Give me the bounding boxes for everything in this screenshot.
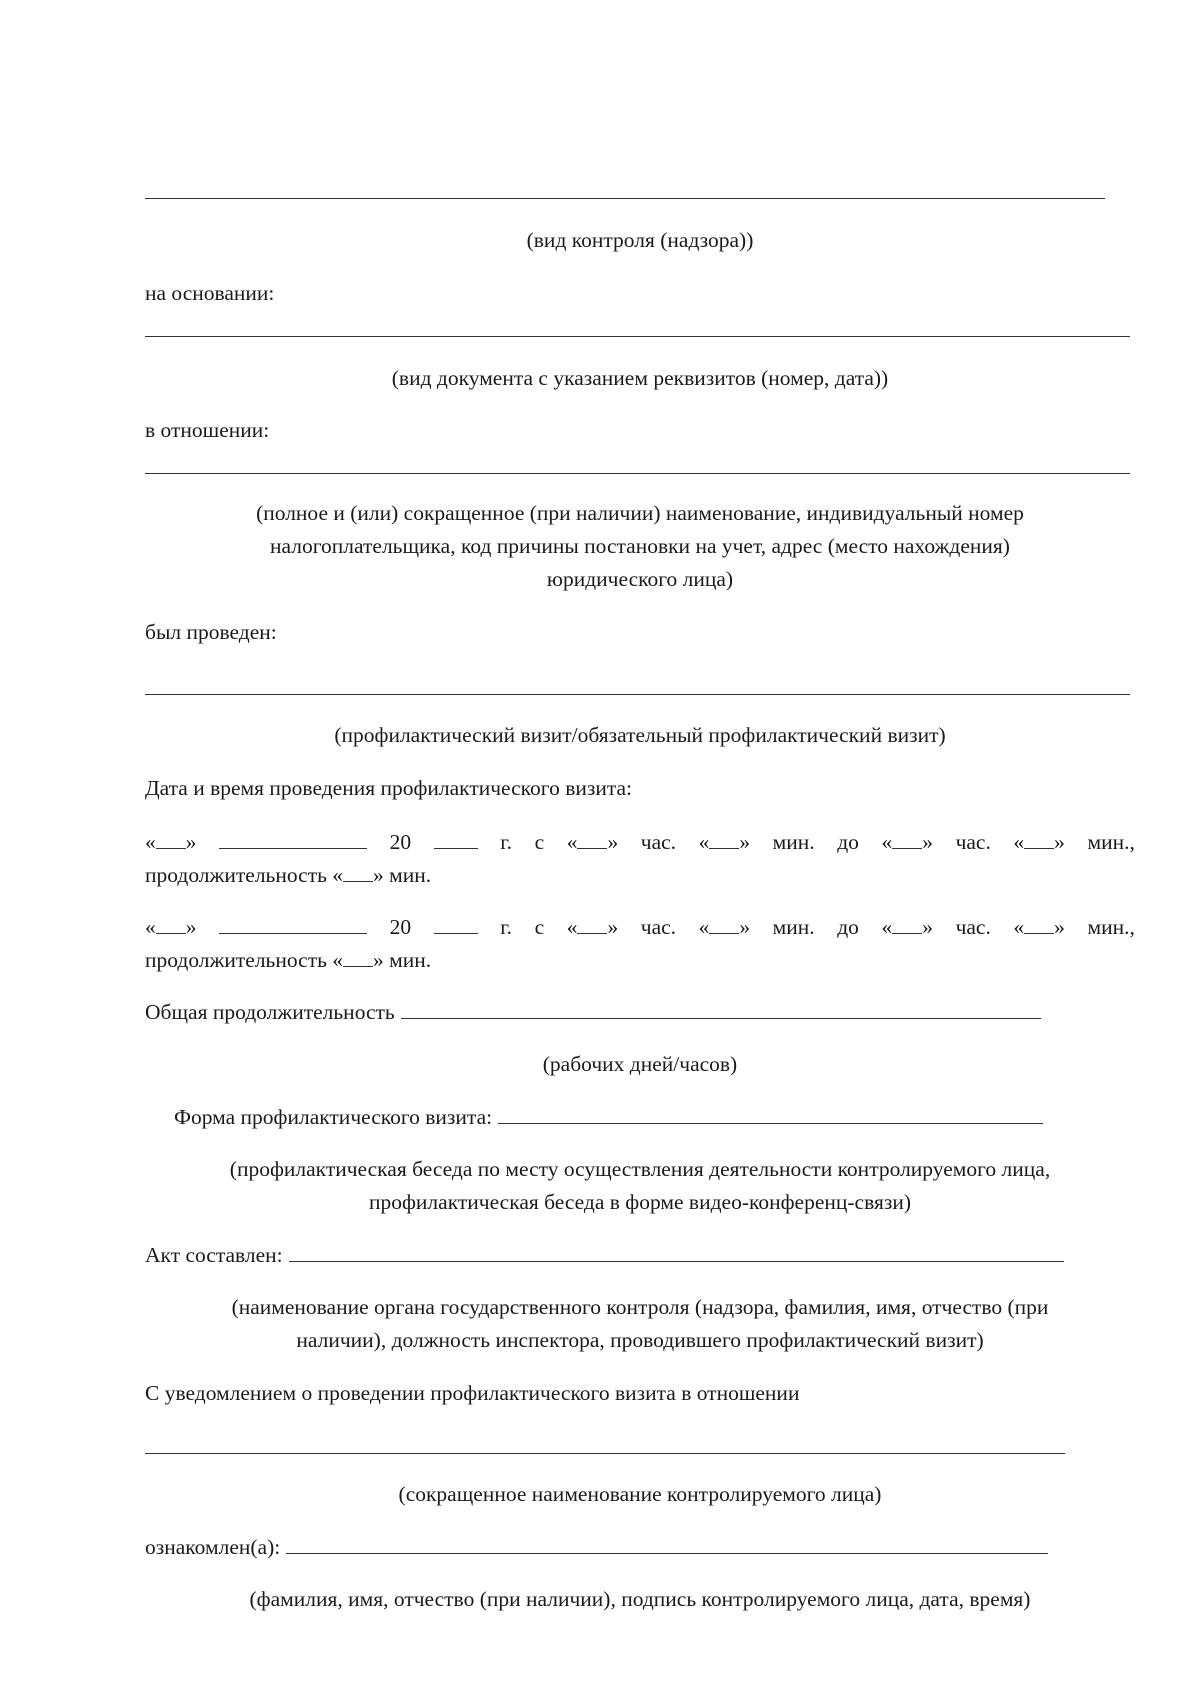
to-word: до [837, 830, 859, 854]
duration-row-2 [145, 944, 431, 977]
acknowledged-row [145, 1531, 1048, 1564]
total-field[interactable] [401, 996, 1041, 1019]
hours-word: час. [955, 915, 991, 939]
form-field[interactable] [498, 1101, 1043, 1124]
total-caption: (рабочих дней/часов) [542, 1052, 738, 1076]
year-prefix: 20 [389, 830, 412, 854]
datetime-heading: Дата и время проведения профилактического визита: [145, 776, 633, 800]
minutes-word: мин. [772, 915, 815, 939]
minutes-word: мин. [389, 863, 432, 887]
from-word: с [534, 830, 545, 854]
from-word: с [534, 915, 545, 939]
act-caption-line-1: (наименование органа государственного контроля (надзора, фамилия, имя, отчество (при [231, 1295, 1049, 1319]
minutes-word: мин., [1087, 915, 1135, 939]
to-word: до [837, 915, 859, 939]
total-label: Общая продолжительность [145, 1000, 395, 1024]
end-hour-field[interactable]: « » [882, 826, 934, 859]
conducted-line[interactable] [145, 694, 1130, 695]
minutes-word: мин., [1087, 830, 1135, 854]
conducted-label: был проведен: [145, 620, 277, 644]
total-row [145, 996, 1041, 1029]
regarding-caption-line-2: налогоплательщика, код причины постановки на учет, адрес (место нахождения) [270, 534, 1010, 558]
duration-field[interactable]: « » [332, 948, 384, 972]
act-field[interactable] [289, 1239, 1064, 1262]
start-hour-field[interactable]: « » [567, 911, 619, 944]
start-hour-field[interactable]: « » [567, 826, 619, 859]
minutes-word: мин. [389, 948, 432, 972]
end-minute-field[interactable]: « » [1013, 911, 1065, 944]
regarding-line[interactable] [145, 473, 1130, 474]
end-hour-field[interactable]: « » [882, 911, 934, 944]
basis-line[interactable] [145, 336, 1130, 337]
hours-word: час. [955, 830, 991, 854]
duration-field[interactable]: « » [332, 863, 384, 887]
regarding-caption-line-3: юридического лица) [546, 567, 734, 591]
basis-caption: (вид документа с указанием реквизитов (номер, дата)) [391, 366, 889, 390]
act-row [145, 1239, 1064, 1272]
start-minute-field[interactable]: « » [699, 911, 751, 944]
form-caption-line-2: профилактическая беседа в форме видео-конференц-связи) [368, 1190, 911, 1214]
end-minute-field[interactable]: « » [1013, 826, 1065, 859]
day-field[interactable]: « » [145, 826, 197, 859]
datetime-row-2 [145, 911, 1135, 944]
year-suffix: г. [500, 915, 513, 939]
form-caption-line-1: (профилактическая беседа по месту осуществления деятельности контролируемого лица, [229, 1157, 1051, 1181]
month-field[interactable] [219, 911, 367, 934]
duration-label: продолжительность [145, 948, 327, 972]
year-field[interactable] [434, 826, 478, 849]
form-label: Форма профилактического визита: [174, 1105, 493, 1129]
notice-caption: (сокращенное наименование контролируемого лица) [398, 1482, 882, 1506]
acknowledged-field[interactable] [286, 1531, 1048, 1554]
acknowledged-caption: (фамилия, имя, отчество (при наличии), подпись контролируемого лица, дата, время) [249, 1587, 1031, 1611]
act-label: Акт составлен: [145, 1243, 283, 1267]
month-field[interactable] [219, 826, 367, 849]
year-prefix: 20 [389, 915, 412, 939]
notice-text: С уведомлением о проведении профилактического визита в отношении [145, 1381, 800, 1405]
duration-label: продолжительность [145, 863, 327, 887]
datetime-row-1 [145, 826, 1135, 859]
day-field[interactable]: « » [145, 911, 197, 944]
acknowledged-label: ознакомлен(а): [145, 1535, 281, 1559]
hours-word: час. [640, 915, 677, 939]
act-caption-line-2: наличии), должность инспектора, проводившего профилактический визит) [296, 1328, 984, 1352]
regarding-caption-line-1: (полное и (или) сокращенное (при наличии) наименование, индивидуальный номер [256, 501, 1024, 525]
start-minute-field[interactable]: « » [699, 826, 751, 859]
hours-word: час. [640, 830, 677, 854]
duration-row-1 [145, 859, 431, 892]
minutes-word: мин. [772, 830, 815, 854]
basis-label: на основании: [145, 281, 275, 305]
notice-line[interactable] [145, 1453, 1065, 1454]
control-type-caption: (вид контроля (надзора)) [526, 228, 754, 252]
year-suffix: г. [500, 830, 513, 854]
control-type-line[interactable] [145, 198, 1105, 199]
conducted-caption: (профилактический визит/обязательный профилактический визит) [334, 723, 946, 747]
regarding-label: в отношении: [145, 418, 270, 442]
year-field[interactable] [434, 911, 478, 934]
form-row [174, 1101, 1043, 1134]
